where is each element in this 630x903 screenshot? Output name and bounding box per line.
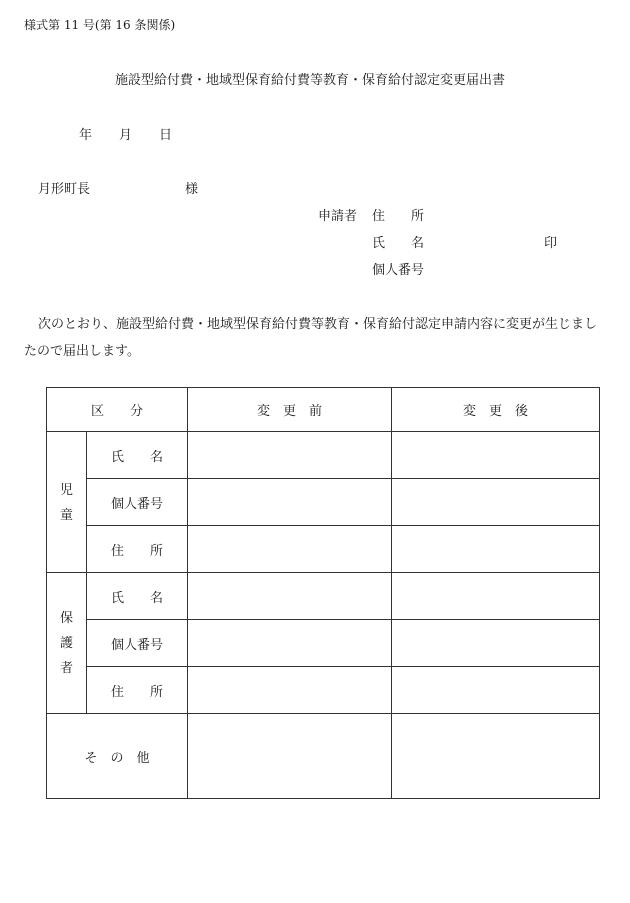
guardian-id-after-cell[interactable] [392, 620, 600, 667]
guardian-address-before-cell[interactable] [188, 667, 392, 714]
guardian-name-before-cell[interactable] [188, 573, 392, 620]
table-row [47, 667, 600, 714]
child-group-char: 童 [59, 507, 73, 523]
other-label: そ の 他 [47, 714, 188, 799]
applicant-name-label: 氏 名 [372, 236, 425, 251]
date-day-label: 日 [159, 128, 173, 143]
child-name-label: 氏 名 [87, 432, 188, 479]
applicant-address-label: 住 所 [372, 209, 425, 224]
child-group-char: 児 [59, 482, 73, 498]
guardian-group-label [47, 573, 87, 714]
addressee-name: 月形町長 [38, 182, 91, 197]
applicant-label: 申請者 [318, 209, 358, 224]
table-row [47, 573, 600, 620]
guardian-address-after-cell[interactable] [392, 667, 600, 714]
table-row [47, 479, 600, 526]
addressee-honorific: 様 [185, 182, 199, 197]
guardian-id-before-cell[interactable] [188, 620, 392, 667]
form-title: 施設型給付費・地域型保育給付費等教育・保育給付認定変更届出書 [115, 73, 506, 88]
body-text-line-1: 次のとおり、施設型給付費・地域型保育給付費等教育・保育給付認定申請内容に変更が生じまし [38, 317, 598, 332]
other-before-cell[interactable] [188, 714, 392, 799]
guardian-group-char: 者 [59, 661, 73, 676]
guardian-address-label: 住 所 [87, 667, 188, 714]
child-address-label: 住 所 [87, 526, 188, 573]
table-row [47, 526, 600, 573]
change-form-table [46, 387, 600, 799]
table-row [47, 620, 600, 667]
child-name-after-cell[interactable] [392, 432, 600, 479]
guardian-group-char: 保 [59, 611, 73, 626]
header-category: 区 分 [47, 388, 188, 432]
guardian-group-char: 護 [59, 636, 73, 651]
child-group-label [47, 432, 87, 573]
applicant-id-label: 個人番号 [372, 263, 425, 278]
table-header-row [47, 388, 600, 432]
child-address-before-cell[interactable] [188, 526, 392, 573]
header-after: 変 更 後 [392, 388, 600, 432]
table-row [47, 432, 600, 479]
other-after-cell[interactable] [392, 714, 600, 799]
guardian-id-label: 個人番号 [87, 620, 188, 667]
guardian-name-label: 氏 名 [87, 573, 188, 620]
date-year-label: 年 [79, 128, 93, 143]
header-before: 変 更 前 [188, 388, 392, 432]
child-id-before-cell[interactable] [188, 479, 392, 526]
date-month-label: 月 [119, 128, 133, 143]
body-text-line-2: たので届出します。 [24, 344, 140, 359]
child-address-after-cell[interactable] [392, 526, 600, 573]
seal-mark: 印 [544, 236, 558, 251]
guardian-name-after-cell[interactable] [392, 573, 600, 620]
child-id-after-cell[interactable] [392, 479, 600, 526]
child-id-label: 個人番号 [87, 479, 188, 526]
table-row [47, 714, 600, 799]
child-name-before-cell[interactable] [188, 432, 392, 479]
form-number: 様式第 11 号(第 16 条関係) [24, 18, 176, 32]
